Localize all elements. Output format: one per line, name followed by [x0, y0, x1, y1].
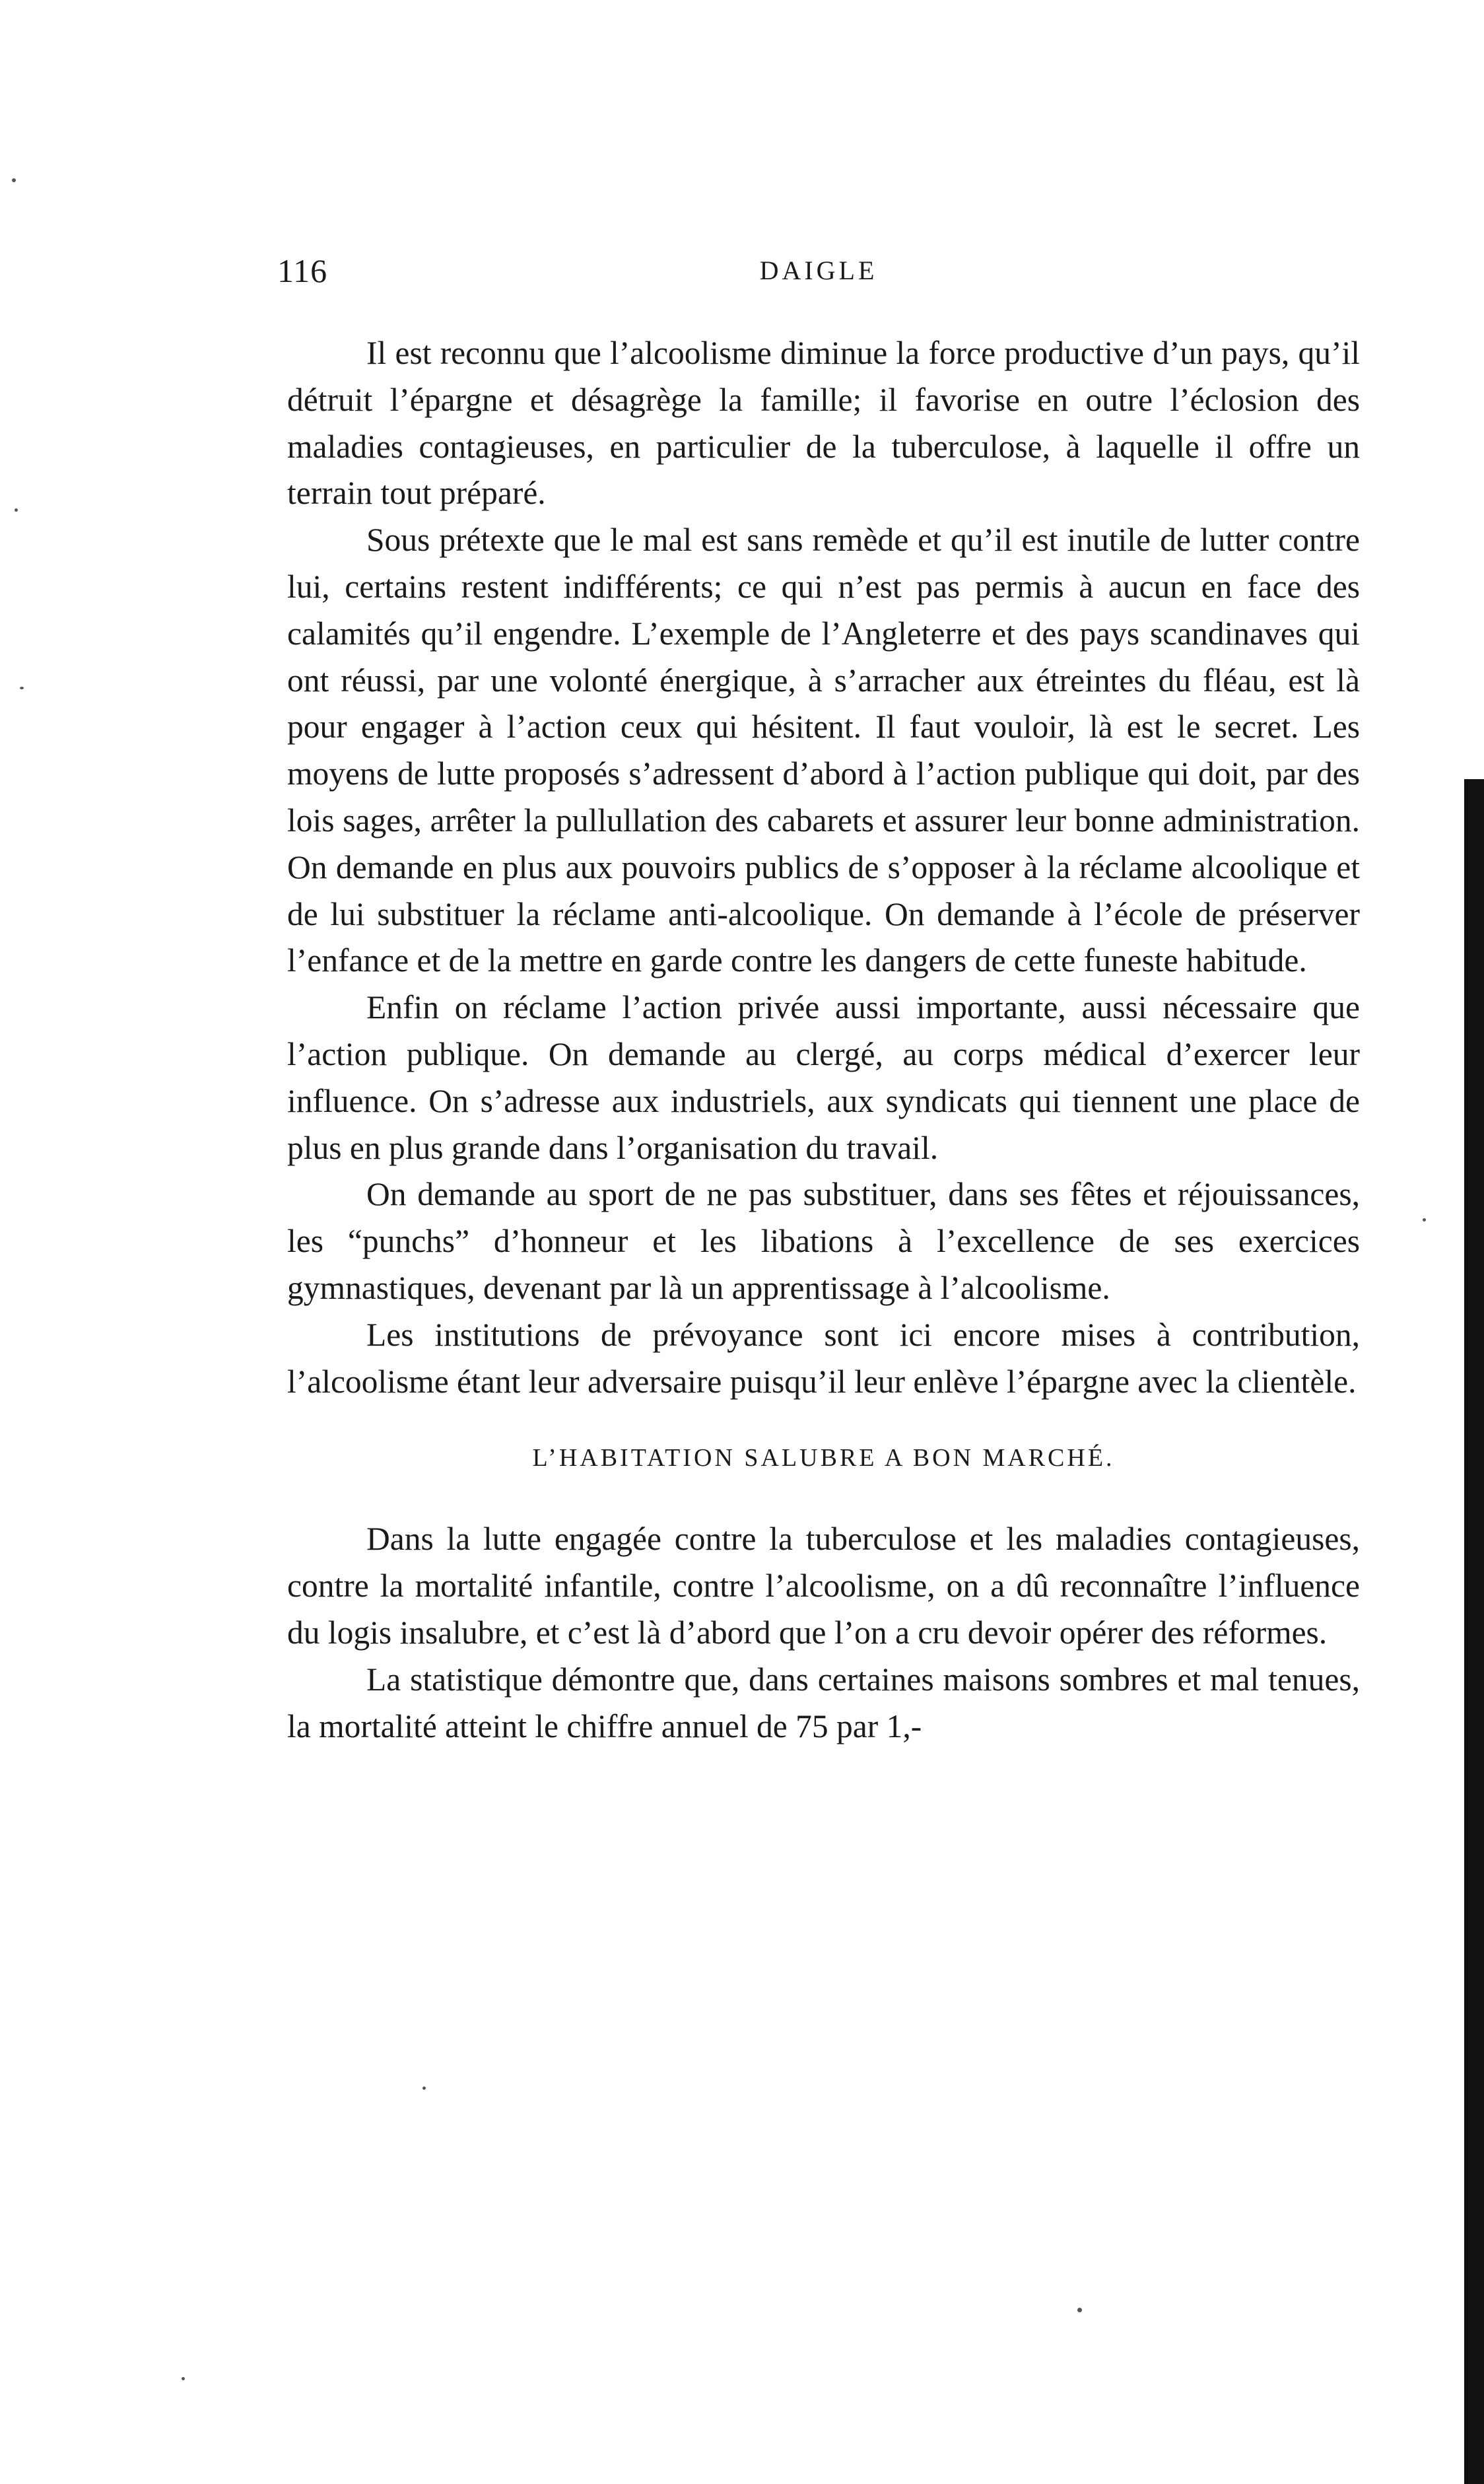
scan-speck — [1423, 1218, 1426, 1222]
paragraph-statistique: La statistique démontre que, dans certaines maisons sombres et mal tenues, la mortalité atteint le chiffre annuel de 75 par 1,- — [287, 1661, 1360, 1744]
paragraph-sport: On demande au sport de ne pas substituer, dans ses fêtes et réjouissances, les “punchs” d’honneur et les libations à l’excellence de ses exercices gymnastiques, devenant par là un apprentissage à l’alcoolisme. — [287, 1176, 1360, 1306]
paragraph-logis-insalubre: Dans la lutte engagée contre la tuberculose et les maladies contagieuses, contre la mortalité infantile, contre l’alcoolisme, on a dû reconnaître l’influence du logis insalubre, et c’est là d’abord que l’on a cru devoir opérer des réformes. — [287, 1521, 1360, 1651]
paragraph-prevoyance: Les institutions de prévoyance sont ici encore mises à contribution, l’alcoolisme étant leur adversaire puisqu’il leur enlève l’épargne avec la clientèle. — [287, 1316, 1360, 1400]
page-number: 116 — [277, 252, 328, 289]
scan-edge-shadow — [1464, 779, 1484, 2484]
scan-speck — [182, 2377, 185, 2380]
page-header — [277, 248, 1360, 294]
scan-speck — [12, 178, 16, 182]
paragraph-alcoolisme-intro: Il est reconnu que l’alcoolisme diminue la force productive d’un pays, qu’il détruit l’épargne et désagrège la famille; il favorise en outre l’éclosion des maladies contagieuses, en particulier de la tuberculose, à laquelle il offre un terrain tout préparé. — [287, 335, 1360, 512]
scan-speck — [15, 508, 18, 512]
paragraph-action-privee: Enfin on réclame l’action privée aussi importante, aussi nécessaire que l’action publique. On demande au clergé, au corps médical d’exercer leur influence. On s’adresse aux industriels, aux syndicats qui tiennent une place de plus en plus grande dans l’organisation du travail. — [287, 989, 1360, 1166]
running-head: DAIGLE — [759, 256, 878, 285]
section-heading: L’HABITATION SALUBRE A BON MARCHÉ. — [532, 1444, 1115, 1472]
scan-speck — [20, 687, 24, 689]
scan-speck — [1077, 2308, 1082, 2312]
body-text — [287, 330, 1360, 1750]
paragraph-moyens-de-lutte: Sous prétexte que le mal est sans remède et qu’il est inutile de lutter contre lui, certains restent indifférents; ce qui n’est pas permis à aucun en face des calamités qu’il engendre. L’exemple de l’Angleterre et des pays scandinaves qui ont réussi, par une volonté énergique, à s’arracher aux étreintes du fléau, est là pour engager à l’action ceux qui hésitent. Il faut vouloir, là est le secret. Les moyens de lutte proposés s’adressent d’abord à l’action publique qui doit, par des lois sages, arrêter la pullullation des cabarets et assurer leur bonne administration. On demande en plus aux pouvoirs publics de s’opposer à la réclame alcoolique et de lui substituer la réclame anti-alcoolique. On demande à l’école de préserver l’enfance et de la mettre en garde contre les dangers de cette funeste habitude. — [287, 522, 1360, 979]
scan-speck — [422, 2087, 426, 2090]
